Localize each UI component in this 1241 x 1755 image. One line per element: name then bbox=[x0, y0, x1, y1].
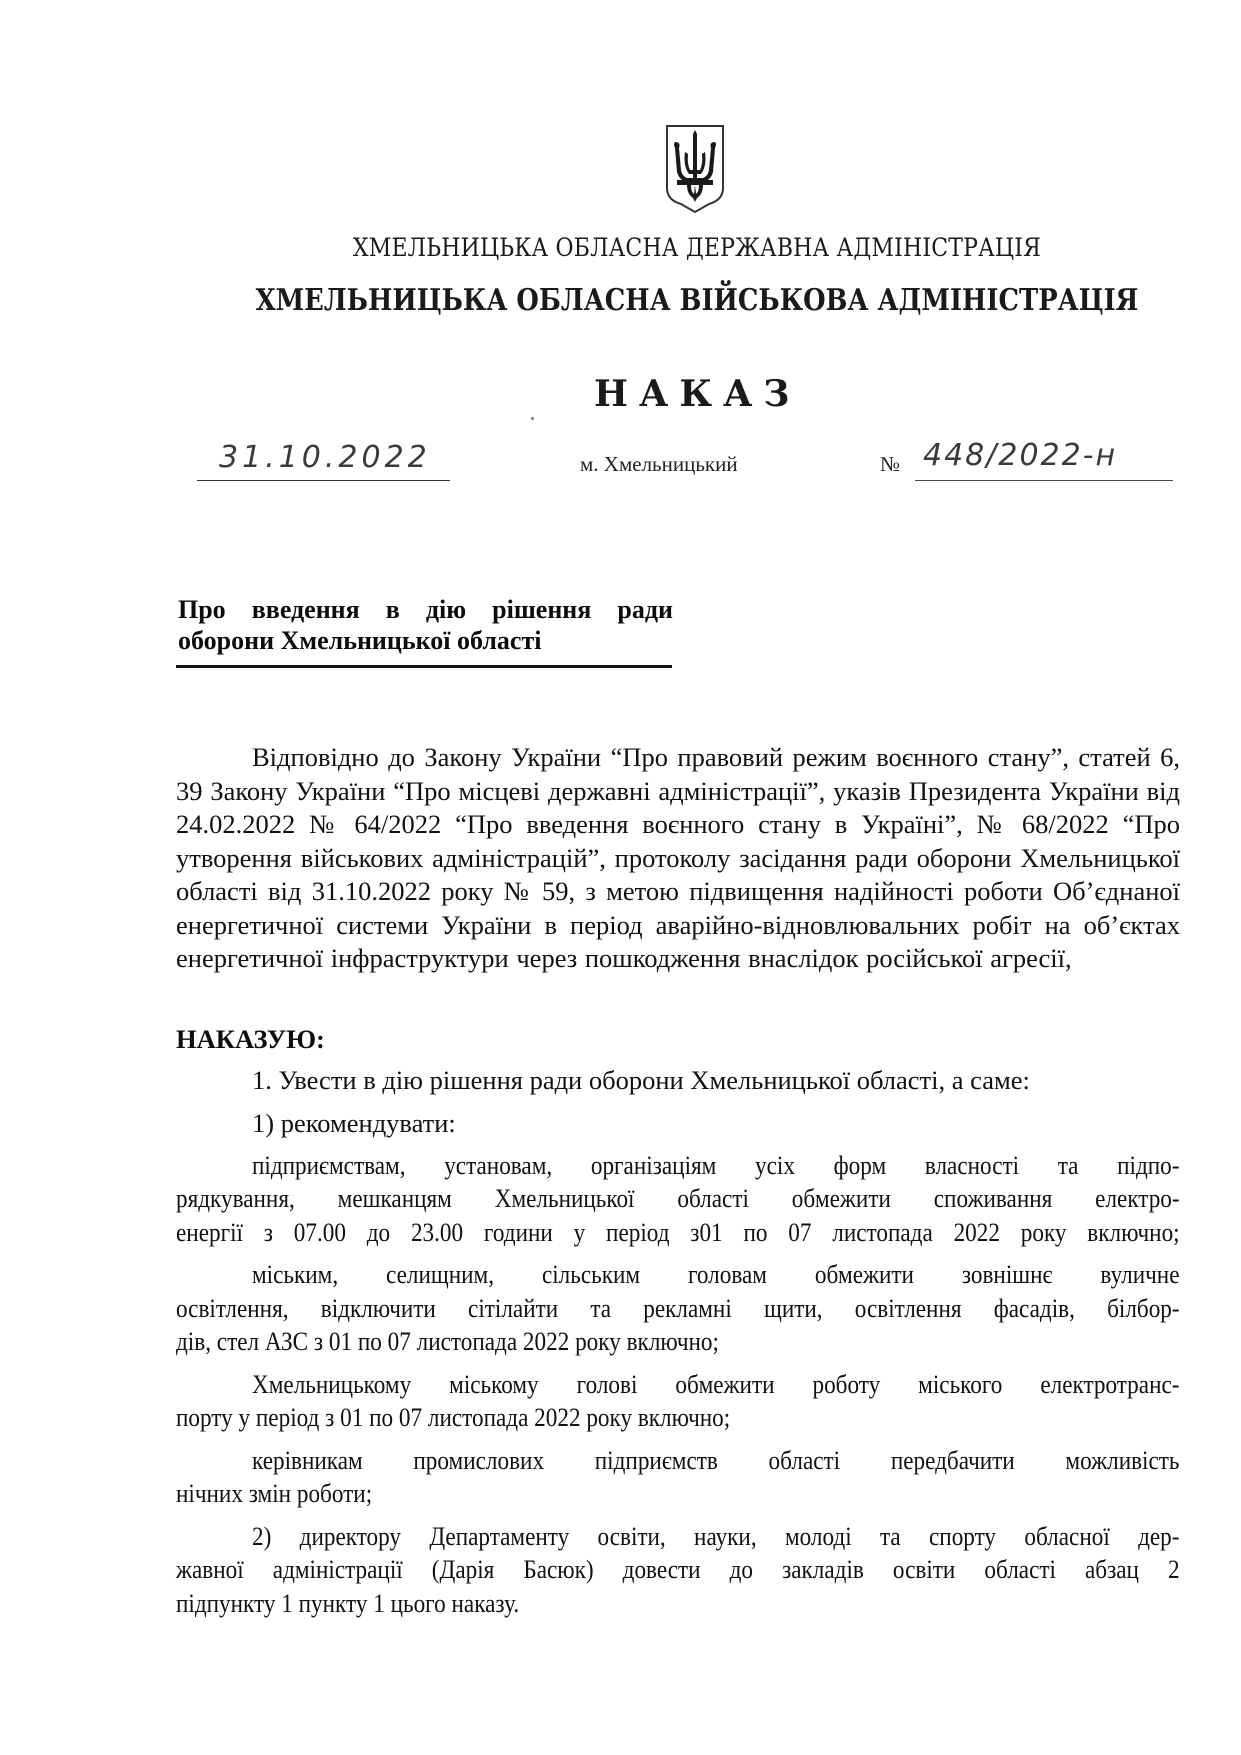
order-date-field bbox=[197, 436, 450, 481]
preamble-paragraph bbox=[176, 741, 1180, 976]
rec-mayor-text-2: порту у період з 01 по 07 листопада 2022 року включно; bbox=[176, 1402, 731, 1432]
rec-heads-text-3: дів, стел АЗС з 01 по 07 листопада 2022 року включно; bbox=[176, 1326, 719, 1356]
preamble-text: Відповідно до Закону України “Про правовий режим воєнного стану”, статей 6, 39 Закону України “Про місцеві державні адміністрації”, указів Президента України від 24.02.2022 № 64/2022 “Про введення воєнного стану в Україні”, № 68/2022 “Про утворення військових адміністрацій”, протоколу засідання ради оборони Хмельницької області від 31.10.2022 року № 59, з метою підвищення надійності роботи Об’єднаної енергетичної системи України в період аварійно-відновлювальних робіт на об’єктах енергетичної інфраструктури через пошкодження внаслідок російської агресії, bbox=[176, 742, 1180, 973]
order-number: 448/2022-н bbox=[923, 438, 1118, 473]
subject-line-1: Про введення в дію рішення ради bbox=[178, 595, 673, 624]
rec-industry-line-1 bbox=[252, 1445, 1180, 1476]
subitem-2-line-3 bbox=[176, 1588, 1180, 1619]
document-type-heading: НАКАЗ bbox=[594, 373, 801, 415]
rec-mayor-text-1: Хмельницькому міському голові обмежити роботу міського електротранс- bbox=[252, 1369, 1180, 1399]
rec-mayor-line-1 bbox=[252, 1369, 1180, 1400]
trident-emblem-icon bbox=[663, 122, 727, 214]
rec-enterprises-text-2: рядкування, мешканцям Хмельницької області обмежити споживання електро- bbox=[176, 1183, 1180, 1213]
rec-enterprises-line-3 bbox=[176, 1217, 1180, 1248]
org-name-state-administration: ХМЕЛЬНИЦЬКА ОБЛАСНА ДЕРЖАВНА АДМІНІСТРАЦІЯ bbox=[352, 233, 1042, 262]
order-date: 31.10.2022 bbox=[219, 440, 431, 475]
subject-underline bbox=[176, 665, 672, 668]
rec-industry-text-1: керівникам промислових підприємств області передбачити можливість bbox=[252, 1445, 1180, 1475]
rec-industry-text-2: нічних змін роботи; bbox=[176, 1478, 373, 1508]
order-number-field bbox=[915, 436, 1173, 481]
item-1 bbox=[252, 1065, 1180, 1096]
subitem-2-line-1 bbox=[252, 1521, 1180, 1552]
org-name-military-administration: ХМЕЛЬНИЦЬКА ОБЛАСНА ВІЙСЬКОВА АДМІНІСТРАЦІЯ bbox=[255, 283, 1139, 318]
rec-enterprises-text-3: енергії з 07.00 до 23.00 години у період з01 по 07 листопада 2022 року включно; bbox=[176, 1217, 1180, 1247]
rec-heads-text-1: міським, селищним, сільським головам обмежити зовнішнє вуличне bbox=[252, 1259, 1180, 1289]
rec-heads-line-2 bbox=[176, 1293, 1180, 1324]
order-subject bbox=[178, 594, 673, 656]
subitem-2-line-2 bbox=[176, 1554, 1180, 1585]
rec-enterprises-line-1 bbox=[252, 1150, 1180, 1181]
subitem-2-text-1: 2) директору Департаменту освіти, науки, молоді та спорту обласної дер- bbox=[252, 1521, 1180, 1551]
subitem-1 bbox=[252, 1108, 1180, 1139]
rec-mayor-line-2 bbox=[176, 1402, 1180, 1433]
rec-enterprises-text-1: підприємствам, установам, організаціям усіх форм власності та підпо- bbox=[252, 1150, 1180, 1180]
subitem-2-text-2: жавної адміністрації (Дарія Басюк) довести до закладів освіти області абзац 2 bbox=[176, 1554, 1180, 1584]
order-directive-heading: НАКАЗУЮ: bbox=[176, 1024, 325, 1054]
rec-heads-text-2: освітлення, відключити сітілайти та рекламні щити, освітлення фасадів, білбор- bbox=[176, 1293, 1180, 1323]
rec-heads-line-1 bbox=[252, 1259, 1180, 1290]
rec-enterprises-line-2 bbox=[176, 1183, 1180, 1214]
subitem-2-text-3: підпункту 1 пункту 1 цього наказу. bbox=[176, 1588, 520, 1618]
rec-heads-line-3 bbox=[176, 1326, 1180, 1357]
city-label: м. Хмельницький bbox=[580, 452, 738, 476]
number-sign: № bbox=[880, 452, 901, 476]
item-1-text: 1. Увести в дію рішення ради оборони Хмельницької області, а саме: bbox=[252, 1065, 1030, 1095]
scan-artifact-dot bbox=[531, 417, 534, 420]
subitem-1-text: 1) рекомендувати: bbox=[252, 1108, 456, 1138]
rec-industry-line-2 bbox=[176, 1478, 1180, 1509]
subject-line-2: оборони Хмельницької області bbox=[178, 626, 542, 655]
